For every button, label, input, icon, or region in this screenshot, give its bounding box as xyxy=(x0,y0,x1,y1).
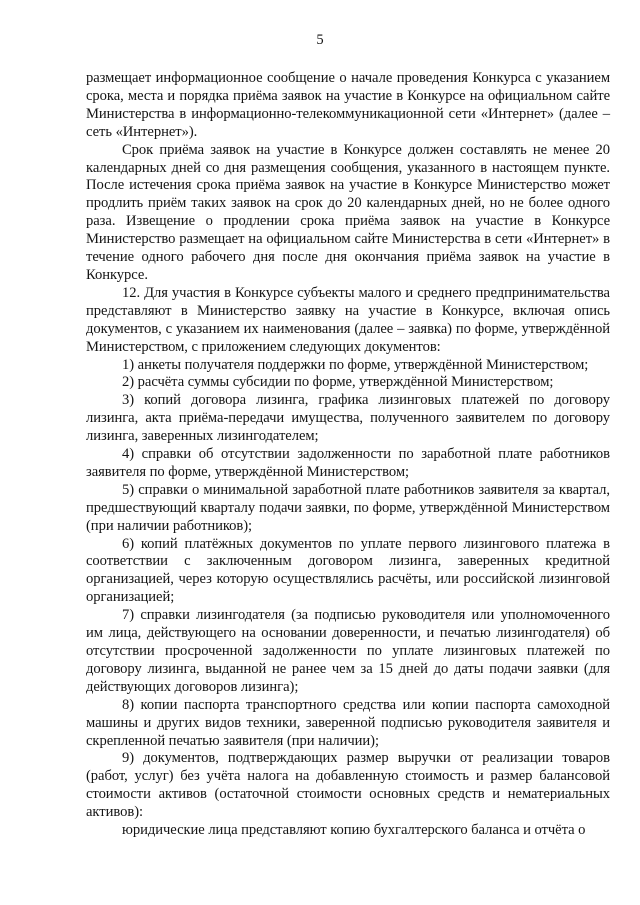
paragraph-continued: размещает информационное сообщение о начале проведения Конкурса с указанием срока, места и порядка приёма заявок на участие в Конкурсе на официальном сайте Министерства в информационно-телекоммуникационной сети «Интернет» (далее – сеть «Интернет»). xyxy=(86,70,610,140)
list-item-9: 9) документов, подтверждающих размер выручки от реализации товаров (работ, услуг) без учёта налога на добавленную стоимость и размер балансовой стоимости активов (остаточной стоимости основных средств и нематериальных активов): xyxy=(86,750,610,821)
document-body xyxy=(86,70,610,840)
page-number: 5 xyxy=(316,32,324,48)
paragraph-12: 12. Для участия в Конкурсе субъекты малого и среднего предпринимательства представляют в Министерство заявку на участие в Конкурсе, включая опись документов, с указанием их наименования (далее – заявка) по форме, утверждённой Министерством, с приложением следующих документов: xyxy=(86,284,610,355)
list-item-6: 6) копий платёжных документов по уплате первого лизингового платежа в соответствии с заключенным договором лизинга, заверенных кредитной организацией, через которую осуществлялись расчёты, или российской лизинговой организацией; xyxy=(86,535,610,606)
list-item-8: 8) копии паспорта транспортного средства или копии паспорта самоходной машины и других видов техники, заверенной подписью руководителя заявителя и скрепленной печатью заявителя (при наличии); xyxy=(86,696,610,749)
list-item-7: 7) справки лизингодателя (за подписью руководителя или уполномоченного им лица, действующего на основании доверенности, и печатью лизингодателя) об отсутствии просроченной задолженности по уплате лизинговых платежей по договору лизинга, выданной не ранее чем за 15 дней до даты подачи заявки (для действующих договоров лизинга); xyxy=(86,607,610,695)
list-item-3: 3) копий договора лизинга, графика лизинговых платежей по договору лизинга, акта приёма-передачи имущества, полученного заявителем по договору лизинга, заверенных лизингодателем; xyxy=(86,392,610,445)
paragraph-deadline: Срок приёма заявок на участие в Конкурсе должен составлять не менее 20 календарных дней со дня размещения сообщения, указанного в настоящем пункте. После истечения срока приёма заявок на участие в Конкурсе Министерство может продлить приём таких заявок на срок до 20 календарных дней, но не более одного раза. Извещение о продлении срока приёма заявок на участие в Конкурсе Министерство размещает на официальном сайте Министерства в сети «Интернет» в течение одного рабочего дня после дня окончания приёма заявок на участие в Конкурсе. xyxy=(86,141,610,283)
list-item-4: 4) справки об отсутствии задолженности по заработной плате работников заявителя по форме, утверждённой Министерством; xyxy=(86,446,610,480)
list-item-1: 1) анкеты получателя поддержки по форме, утверждённой Министерством; xyxy=(122,356,589,373)
list-item-5: 5) справки о минимальной заработной плате работников заявителя за квартал, предшествующий кварталу подачи заявки, по форме, утверждённой Министерством (при наличии работников); xyxy=(86,481,610,534)
list-item-2: 2) расчёта суммы субсидии по форме, утверждённой Министерством; xyxy=(122,374,554,391)
paragraph-legal-entities: юридические лица представляют копию бухгалтерского баланса и отчёта о xyxy=(122,822,586,839)
